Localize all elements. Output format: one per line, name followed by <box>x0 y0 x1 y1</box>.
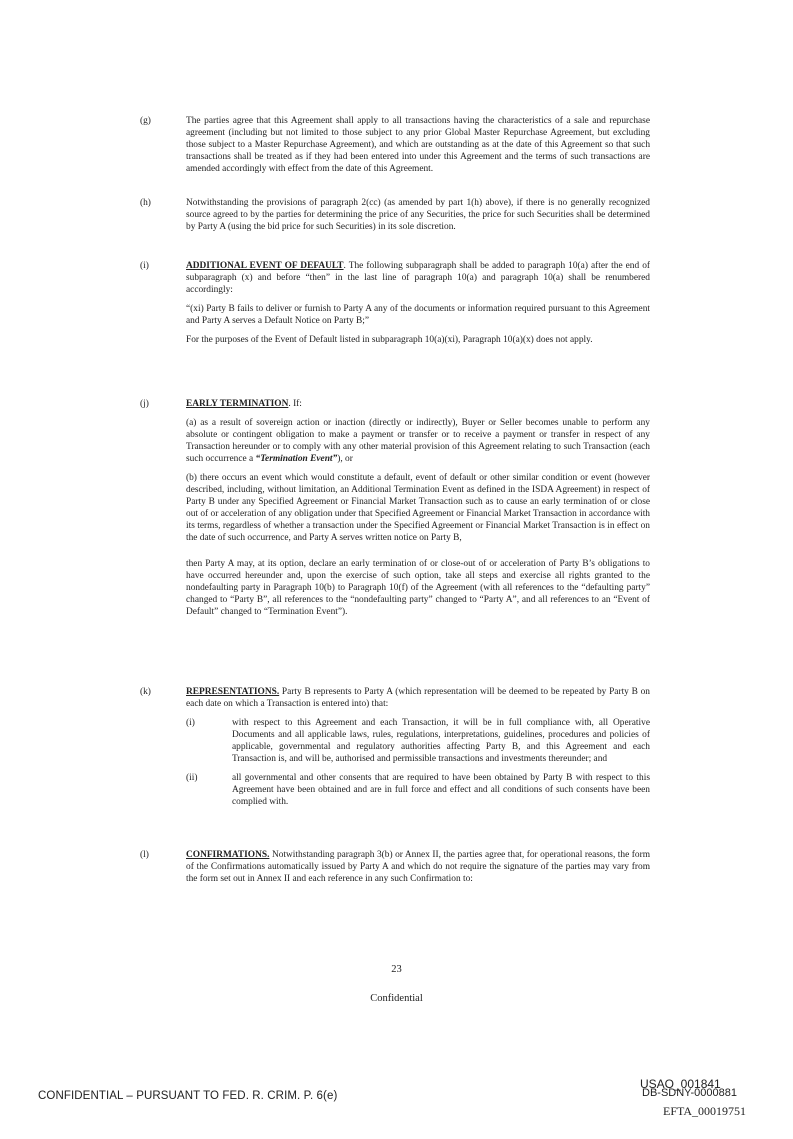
clause-label: (g) <box>140 116 151 126</box>
heading-suffix: . If: <box>288 399 302 409</box>
clause-i <box>140 260 650 353</box>
clause-heading: REPRESENTATIONS. <box>186 687 280 697</box>
clause-label: (h) <box>140 198 151 208</box>
clause-heading: ADDITIONAL EVENT OF DEFAULT <box>186 261 344 271</box>
clause-text: . The following subparagraph shall be added to paragraph 10(a) after the end of subparagraph (x) and before “then” in the last line of paragraph 10(a) and paragraph 10(a) shall be renumbered accordingly: <box>186 261 651 295</box>
clause-l <box>140 849 650 892</box>
list-item <box>186 772 650 808</box>
efta-bates-stamp: EFTA_00019751 <box>663 1104 747 1118</box>
clause-text: The parties agree that this Agreement shall apply to all transactions having the characteristics of a sale and repurchase agreement (including but not limited to those subject to any prior Global Master Repurchase Agreement, but excluding those subject to a Master Repurchase Agreement), and which are outstanding as at the date of this Agreement so that such transactions shall be treated as if they had been entered into under this Agreement and the terms of such transactions are amended accordingly with effect from the date of this Agreement. <box>186 116 650 174</box>
clause-text-a-end: ), or <box>337 454 353 464</box>
clause-quote: “(xi) Party B fails to deliver or furnish to Party A any of the documents or information required pursuant to this Agreement and Party A serves a Default Notice on Party B;” <box>186 304 650 326</box>
list-item <box>186 717 650 765</box>
clause-text-c: then Party A may, at its option, declare an early termination of or close-out of or acceleration of Party B’s obligations to have occurred hereunder and, upon the exercise of such option, take all steps and exercise all rights granted to the nondefaulting party in Paragraph 10(b) to Paragraph 10(f) of the Agreement (with all references to the “defaulting party” changed to “Party B”, all references to the “nondefaulting party” changed to “Party A”, and all references to an “Event of Default” changed to “Termination Event”). <box>186 559 650 617</box>
confidential-label: Confidential <box>370 993 423 1004</box>
clause-label: (k) <box>140 687 151 697</box>
clause-label: (l) <box>140 850 149 860</box>
termination-event-term: “Termination Event” <box>255 454 338 464</box>
clause-h <box>140 197 650 240</box>
clause-text: For the purposes of the Event of Default listed in subparagraph 10(a)(xi), Paragraph 10(a)(x) does not apply. <box>186 335 593 345</box>
clause-g <box>140 115 650 182</box>
clause-j <box>140 398 650 625</box>
clause-label: (j) <box>140 399 149 409</box>
clause-heading: CONFIRMATIONS. <box>186 850 270 860</box>
clause-text: Notwithstanding paragraph 3(b) or Annex II, the parties agree that, for operational reasons, the form of the Confirmations automatically issued by Party A and which do not require the signature of the parties may vary from the form set out in Annex II and each reference in any such Confirmation to: <box>186 850 650 884</box>
clause-heading: EARLY TERMINATION <box>186 399 289 409</box>
item-label: (i) <box>186 718 195 728</box>
item-text: with respect to this Agreement and each Transaction, it will be in full compliance with, all Operative Documents and all applicable laws, rules, regulations, interpretations, guidelines, procedures and policies of applicable, governmental and regulatory authorities affecting Party B, and this Agreement and each Transaction is, and will be, authorised and permissible transactions and investments thereunder; and <box>232 718 650 764</box>
clause-text-a: (a) as a result of sovereign action or inaction (directly or indirectly), Buyer or Seller becomes unable to perform any absolute or contingent obligation to make a payment or transfer or to receive a payment or transfer in respect of any Transaction hereunder or to comply with any other material provision of this Agreement relating to such Transaction (each such occurrence a <box>186 418 650 464</box>
item-text: all governmental and other consents that are required to have been obtained by Party B with respect to this Agreement have been obtained and are in full force and effect and all conditions of such consents have been complied with. <box>232 773 650 807</box>
clause-label: (i) <box>140 261 149 271</box>
clause-text: Notwithstanding the provisions of paragraph 2(cc) (as amended by part 1(h) above), if there is no generally recognized source agreed to by the parties for determining the price of any Securities, the price for such Securities shall be determined by Party A (using the bid price for such Securities) in its sole discretion. <box>186 198 650 232</box>
confidential-footer: CONFIDENTIAL – PURSUANT TO FED. R. CRIM. P. 6(e) <box>38 1090 338 1102</box>
clause-text-b: (b) there occurs an event which would constitute a default, event of default or other similar condition or event (however described, including, without limitation, an Additional Termination Event as defined in the ISDA Agreement) in respect of Party B under any Specified Agreement or Financial Market Transaction such as to cause an early termination of or close out of or acceleration of any obligation under that Specified Agreement or Financial Market Transaction in accordance with its terms, regardless of whether a transaction under the Specified Agreement or Financial Market Transaction is in effect on the date of such occurrence, and Party A serves written notice on Party B, <box>186 473 650 543</box>
clause-k <box>140 686 650 813</box>
db-sdny-bates-stamp: DB-SDNY-0000881 <box>642 1087 737 1099</box>
item-label: (ii) <box>186 773 198 783</box>
page-number: 23 <box>391 964 402 975</box>
usao-bates-stamp: USAO_001841 <box>640 1077 721 1091</box>
clause-text: Party B represents to Party A (which representation will be deemed to be repeated by Party B on each date on which a Transaction is entered into) that: <box>186 687 650 709</box>
